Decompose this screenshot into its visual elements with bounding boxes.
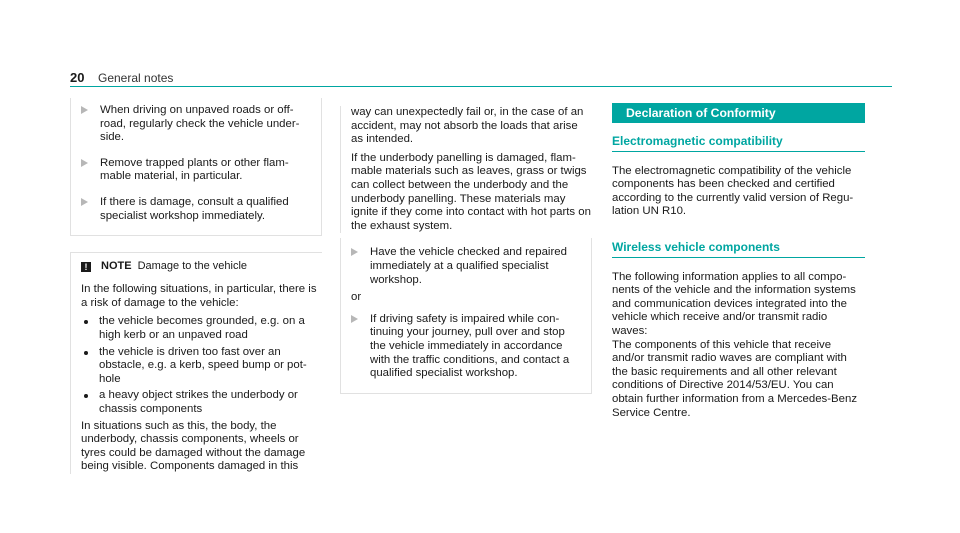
column-middle: [340, 106, 592, 394]
arrow-right-icon: [81, 198, 88, 206]
step-item: [341, 313, 579, 381]
note-intro: In the following situations, in particular, there is a risk of damage to the vehicle:: [81, 283, 317, 309]
step-text: Have the vehicle checked and repaired immediately at a qualified specialist workshop.: [370, 246, 567, 286]
arrow-right-icon: [81, 159, 88, 167]
column-right: [612, 98, 865, 420]
bullet-icon: [84, 394, 88, 398]
steps-box: [70, 98, 322, 236]
step-text: Remove trapped plants or other flam-mable material, in particular.: [100, 156, 289, 183]
note-label: NOTE: [101, 260, 132, 273]
note-subject: Damage to the vehicle: [137, 260, 248, 273]
step-text: When driving on unpaved roads or off-road, regularly check the vehicle under-side.: [100, 104, 300, 144]
arrow-right-icon: [351, 315, 358, 323]
step-item: [71, 157, 309, 184]
note-para: way can unexpectedly fail or, in the case of an accident, may not absorb the loads that arise as intended.: [351, 106, 584, 146]
section-text: [612, 165, 865, 219]
bullet-icon: [84, 351, 88, 355]
section-text: [612, 271, 865, 421]
list-item-text: the vehicle becomes grounded, e.g. on a high kerb or an unpaved road: [99, 315, 305, 341]
section-title: General notes: [98, 71, 174, 85]
list-item-text: a heavy object strikes the underbody or chassis components: [99, 389, 298, 415]
note-continued: [340, 106, 592, 233]
step-text: If there is damage, consult a qualified specialist workshop immediately.: [100, 195, 289, 222]
section-banner: Declaration of Conformity: [612, 103, 865, 123]
paragraph: The components of this vehicle that receive and/or transmit radio waves are compliant with the basic requirements and all other relevant conditions of Directive 2014/53/EU. You can obtain further information from a Mercedes-Benz Service Centre.: [612, 338, 858, 419]
note-para: If the underbody panelling is damaged, flam-mable materials such as leaves, grass or twigs can collect between the underbody and the underbody panelling. These materials may ignite if they come into contact with hot parts on the exhaust system.: [351, 151, 591, 232]
steps-box: [340, 238, 592, 393]
list-item: [81, 315, 322, 342]
list-item-text: the vehicle is driven too fast over an obstacle, e.g. a kerb, speed bump or pot-hole: [99, 345, 307, 385]
note-outro: In situations such as this, the body, the underbody, chassis components, wheels or tyres could be damaged without the damage being visible. Components damaged in this: [81, 419, 306, 473]
warning-icon: !: [81, 262, 91, 272]
note-header: [81, 259, 322, 275]
step-item: [71, 196, 309, 223]
heading-wireless: Wireless vehicle components: [612, 241, 865, 258]
paragraph: The electromagnetic compatibility of the vehicle components has been checked and certified according to the currently valid version of Regu-lation UN R10.: [612, 164, 854, 218]
step-item: [341, 246, 579, 287]
paragraph: The following information applies to all compo-nents of the vehicle and the information systems and communication devices integrated into the vehicle which receive and/or transmit radio waves:: [612, 270, 856, 337]
list-item: [81, 346, 322, 387]
or-text: or: [351, 291, 362, 304]
bullet-icon: [84, 320, 88, 324]
column-left: [70, 98, 322, 479]
heading-electromagnetic: Electromagnetic compatibility: [612, 135, 865, 152]
list-item: [81, 389, 322, 416]
page-number: 20: [70, 70, 85, 85]
arrow-right-icon: [81, 106, 88, 114]
step-text: If driving safety is impaired while con-tinuing your journey, pull over and stop the vehicle immediately in accordance with the traffic conditions, and contact a qualified specialist workshop.: [370, 312, 570, 380]
header-rule: [70, 86, 892, 87]
note-box: [70, 252, 322, 474]
step-item: [71, 104, 309, 145]
arrow-right-icon: [351, 248, 358, 256]
page-header: [70, 70, 892, 90]
